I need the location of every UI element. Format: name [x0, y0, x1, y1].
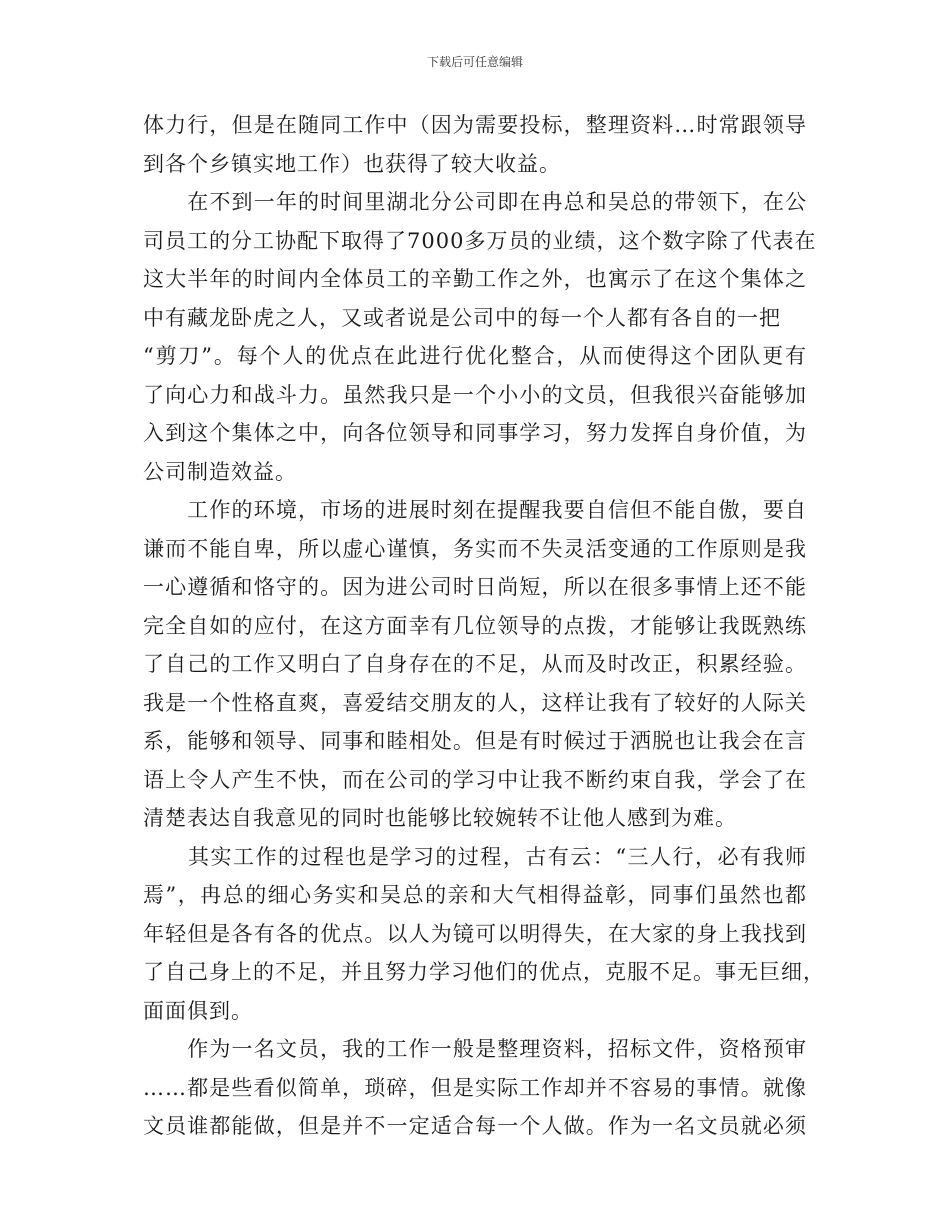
text-line: “剪刀”。每个人的优点在此进行优化整合，从而使得这个团队更有 — [143, 344, 807, 368]
body-text — [143, 106, 825, 1146]
page-header: 下载后可任意编辑 — [426, 55, 523, 69]
text-line: 作为一名文员，我的工作一般是整理资料，招标文件，资格预审 — [143, 1037, 807, 1061]
text-line: 谦而不能自卑，所以虚心谨慎，务实而不失灵活变通的工作原则是我 — [143, 536, 807, 561]
text-line: 司员工的分工协配下取得了7000多万员的业绩，这个数字除了代表在 — [143, 228, 817, 253]
text-line: 入到这个集体之中，向各位领导和同事学习，努力发挥自身价值，为 — [143, 421, 807, 445]
text-line: 面面俱到。 — [143, 998, 253, 1023]
text-line: 了自己身上的不足，并且努力学习他们的优点，克服不足。事无巨细， — [143, 960, 825, 984]
text-line: 了向心力和战斗力。虽然我只是一个小小的文员，但我很兴奋能够加 — [143, 382, 807, 407]
text-line: 我是一个性格直爽，喜爱结交朋友的人，这样让我有了较好的人际关 — [143, 690, 807, 715]
text-line: 系，能够和领导、同事和睦相处。但是有时候过于洒脱也让我会在言 — [143, 729, 807, 753]
text-line: 中有藏龙卧虎之人，又或者说是公司中的每一个人都有各自的一把 — [143, 305, 781, 330]
text-line: 其实工作的过程也是学习的过程，古有云：“三人行，必有我师 — [143, 844, 807, 869]
text-line: 体力行，但是在随同工作中（因为需要投标，整理资料…时常跟领导 — [143, 113, 807, 137]
text-line: 在不到一年的时间里湖北分公司即在冉总和吴总的带领下，在公 — [143, 190, 807, 214]
text-line: 公司制造效益。 — [143, 459, 297, 484]
text-line: ……都是些看似简单，琐碎，但是实际工作却并不容易的事情。就像 — [143, 1075, 807, 1100]
text-line: 到各个乡镇实地工作）也获得了较大收益。 — [143, 151, 561, 176]
text-line: 语上令人产生不快，而在公司的学习中让我不断约束自我，学会了在 — [143, 767, 807, 792]
text-line: 清楚表达自我意见的同时也能够比较婉转不让他人感到为难。 — [143, 806, 737, 830]
text-line: 年轻但是各有各的优点。以人为镜可以明得失，在大家的身上我找到 — [143, 921, 807, 946]
text-line: 一心遵循和恪守的。因为进公司时日尚短，所以在很多事情上还不能 — [143, 575, 807, 599]
text-line: 了自己的工作又明白了自身存在的不足，从而及时改正，积累经验。 — [143, 652, 807, 676]
text-line: 完全自如的应付，在这方面幸有几位领导的点拨，才能够让我既熟练 — [143, 613, 807, 638]
text-line: 这大半年的时间内全体员工的辛勤工作之外，也寓示了在这个集体之 — [143, 267, 807, 291]
text-line: 工作的环境，市场的进展时刻在提醒我要自信但不能自傲，要自 — [143, 498, 807, 522]
text-line: 文员谁都能做，但是并不一定适合每一个人做。作为一名文员就必须 — [143, 1114, 807, 1138]
text-line: 焉”，冉总的细心务实和吴总的亲和大气相得益彰，同事们虽然也都 — [143, 883, 807, 907]
